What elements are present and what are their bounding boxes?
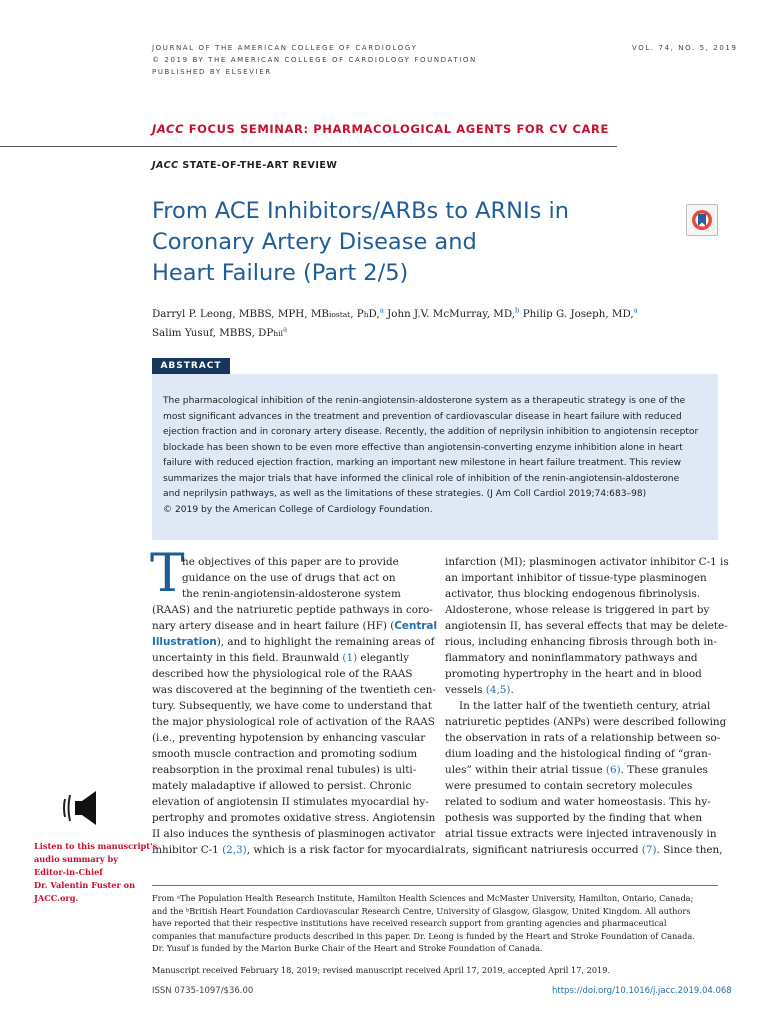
title-line: Coronary Artery Disease and [152, 229, 477, 255]
abstract-line: blockade has been shown to be even more effective than angiotensin-converting enzyme inhibition alone in heart [163, 442, 683, 453]
body-text: nary artery disease and in heart failure (HF) ( [152, 620, 395, 632]
footnote-divider [152, 885, 718, 886]
body-line: natriuretic peptides (ANPs) were described following [445, 716, 727, 728]
reference-link[interactable]: (4,5) [485, 684, 511, 696]
abstract-line: summarizes the major trials that have informed the clinical role of inhibition of the renin-angiotensin-aldosterone [163, 473, 680, 484]
body-line: smooth muscle contraction and promoting sodium [152, 748, 418, 760]
series-text: FOCUS SEMINAR: PHARMACOLOGICAL AGENTS FOR CV CARE [188, 122, 609, 136]
degree-smallcaps: h [363, 310, 369, 319]
reference-link[interactable]: (7) [641, 844, 657, 856]
body-line: promoting hypertrophy in the heart and in blood [445, 668, 702, 680]
body-line: elevation of angiotensin II stimulates myocardial hy- [152, 796, 429, 808]
footnote-line: From ᵃThe Population Health Research Institute, Hamilton Health Sciences and McMaster University, Hamilton, Ontario, Canada; [152, 893, 694, 903]
series-divider [0, 146, 617, 147]
volume-info: VOL. 74, NO. 5, 2019 [632, 44, 738, 52]
series-label [152, 122, 609, 136]
abstract-heading: ABSTRACT [152, 358, 230, 374]
body-line: the observation in rats of a relationship between so- [445, 732, 721, 744]
abstract-text [163, 394, 703, 518]
body-line: tury. Subsequently, we have come to understand that [152, 700, 433, 712]
body-line: was discovered at the beginning of the twentieth cen- [152, 684, 436, 696]
body-line [152, 650, 432, 666]
body-text: inhibitor C-1 [152, 844, 223, 856]
article-type-prefix: JACC [152, 160, 179, 171]
body-text: uncertainty in this field. Braunwald [152, 652, 343, 664]
article-type [152, 160, 337, 171]
body-line [445, 682, 718, 698]
body-line: II also induces the synthesis of plasminogen activator [152, 828, 436, 840]
body-line: Aldosterone, whose release is triggered in part by [445, 604, 710, 616]
body-line [445, 842, 723, 858]
body-line: activator, thus blocking endogenous fibrinolysis. [445, 588, 701, 600]
series-prefix: JACC [152, 122, 185, 136]
footnote-line: Dr. Yusuf is funded by the Marion Burke Chair of the Heart and Stroke Foundation of Canada. [152, 943, 543, 953]
body-line: (i.e., preventing hypotension by enhancing vascular [152, 732, 426, 744]
footnote-line: companies that manufacture products described in this paper. Dr. Leong is funded by the Heart and Stroke Foundation of Canada. [152, 930, 695, 941]
author-mcmurray: John J.V. McMurray, MD, [383, 308, 515, 320]
affiliation-mark[interactable]: a [379, 306, 384, 315]
audio-summary-note[interactable] [34, 840, 158, 905]
reference-link[interactable]: (2,3) [222, 844, 247, 856]
issn: ISSN 0735-1097/$36.00 [152, 986, 254, 996]
body-line: described how the physiological role of the RAAS [152, 668, 413, 680]
audio-note-line: audio summary by [34, 854, 119, 864]
footnote-line: and the ᵇBritish Heart Foundation Cardiovascular Research Centre, University of Glasgow, Glasgow, United Kingdom. All authors [152, 905, 691, 916]
degree-smallcaps: hil [273, 329, 283, 338]
abstract-line: failure with reduced ejection fraction, marking an important new milestone in heart failure treatment. This review [163, 458, 682, 468]
body-line: dium loading and the histological finding of “gran- [445, 748, 712, 760]
body-line: infarction (MI); plasminogen activator inhibitor C-1 is [445, 556, 729, 568]
drop-cap: T [150, 544, 185, 604]
abstract-line: The pharmacological inhibition of the renin-angiotensin-aldosterone system as a therapeutic strategy is one of the [163, 396, 686, 406]
publisher-line: PUBLISHED BY ELSEVIER [152, 68, 272, 76]
body-text: . These granules [620, 764, 708, 776]
central-illustration-link[interactable]: Central [394, 620, 438, 632]
body-line: (RAAS) and the natriuretic peptide pathways in coro- [152, 604, 433, 616]
author-joseph: Philip G. Joseph, MD, [519, 308, 634, 320]
abstract-line: most significant advances in the treatment and prevention of cardiovascular disease in heart failure with reduced [163, 411, 682, 422]
body-line: mately maladaptive if allowed to persist. Chronic [152, 780, 412, 792]
body-text: rats, significant natriuresis occurred [445, 844, 642, 856]
crossmark-badge-icon[interactable] [686, 204, 718, 236]
affiliation-mark[interactable]: a [283, 325, 288, 334]
author-yusuf: Salim Yusuf, MBBS, DP [152, 327, 274, 339]
article-title [152, 196, 672, 289]
author-leong-end: D, [368, 308, 380, 320]
abstract-line: © 2019 by the American College of Cardiology Foundation. [163, 504, 433, 515]
body-text: vessels [445, 684, 486, 696]
body-line: he objectives of this paper are to provide [182, 556, 399, 568]
footnote-line: have reported that their respective institutions have received research support from granting agencies and pharmaceutical [152, 918, 667, 928]
body-line [152, 842, 445, 858]
body-line: the major physiological role of activation of the RAAS [152, 716, 435, 728]
body-column-left [152, 554, 445, 858]
audio-note-line: Dr. Valentin Fuster on [34, 880, 136, 890]
body-text: . Since then, [656, 844, 723, 856]
author-leong-deg: , P [350, 308, 364, 320]
manuscript-dates: Manuscript received February 18, 2019; revised manuscript received April 17, 2019, accepted April 17, 2019. [152, 965, 611, 975]
body-line [152, 634, 435, 650]
body-text: ), and to highlight the remaining areas of [216, 636, 435, 648]
body-line: an important inhibitor of tissue-type plasminogen [445, 572, 707, 584]
body-line: In the latter half of the twentieth century, atrial [459, 700, 711, 712]
body-text: elegantly [357, 652, 409, 664]
body-line: atrial tissue extracts were injected intravenously in [445, 828, 717, 840]
article-type-text: STATE-OF-THE-ART REVIEW [182, 160, 338, 171]
body-line: angiotensin II, has several effects that may be delete- [445, 620, 728, 632]
body-line: pothesis was supported by the finding that when [445, 812, 703, 824]
body-line: guidance on the use of drugs that act on [182, 572, 396, 584]
reference-link[interactable]: (6) [605, 764, 621, 776]
affiliation-mark[interactable]: a [633, 306, 638, 315]
audio-note-line: Listen to this manuscript's [34, 841, 158, 851]
author-list [152, 305, 672, 343]
author-leong: Darryl P. Leong, MBBS, MPH, MB [152, 308, 329, 320]
body-column-right [445, 554, 729, 858]
body-line [445, 762, 718, 778]
abstract-line: and neprilysin pathways, as well as the limitations of these strategies. (J Am Coll Cardiol 2019;74:683–98) [163, 489, 647, 499]
central-illustration-link[interactable]: Illustration [152, 636, 217, 648]
audio-speaker-icon[interactable] [62, 785, 110, 835]
body-line: rious, including enhancing fibrosis through both in- [445, 636, 717, 648]
body-line: reabsorption in the proximal renal tubules) is ulti- [152, 764, 417, 776]
affiliation-mark[interactable]: b [514, 306, 520, 315]
reference-link[interactable]: (1) [342, 652, 358, 664]
doi-link[interactable]: https://doi.org/10.1016/j.jacc.2019.04.068 [552, 986, 732, 996]
body-line [152, 618, 438, 634]
title-line: Heart Failure (Part 2/5) [152, 260, 409, 286]
audio-note-line: JACC.org. [34, 893, 79, 903]
journal-name: JOURNAL OF THE AMERICAN COLLEGE OF CARDIOLOGY [152, 44, 418, 52]
abstract-line: ejection fraction and in coronary artery disease. Recently, the addition of neprilysin inhibition to angiotensin receptor [163, 427, 699, 437]
body-text: , which is a risk factor for myocardial [246, 844, 445, 856]
body-text: ules” within their atrial tissue [445, 764, 606, 776]
body-line: related to sodium and water homeostasis. This hy- [445, 796, 711, 808]
body-line: flammatory and noninflammatory pathways and [445, 652, 698, 664]
title-line: From ACE Inhibitors/ARBs to ARNIs in [152, 198, 570, 224]
body-text: . [510, 684, 514, 696]
affiliation-footnote [152, 892, 718, 955]
body-line: the renin-angiotensin-aldosterone system [182, 588, 401, 600]
degree-smallcaps: iostat [328, 310, 351, 319]
running-header [152, 42, 477, 78]
body-line: were presumed to contain secretory molecules [445, 780, 693, 792]
copyright-line: © 2019 BY THE AMERICAN COLLEGE OF CARDIOLOGY FOUNDATION [152, 56, 477, 64]
audio-note-line: Editor-in-Chief [34, 867, 103, 877]
body-line: pertrophy and promotes oxidative stress. Angiotensin [152, 812, 436, 824]
